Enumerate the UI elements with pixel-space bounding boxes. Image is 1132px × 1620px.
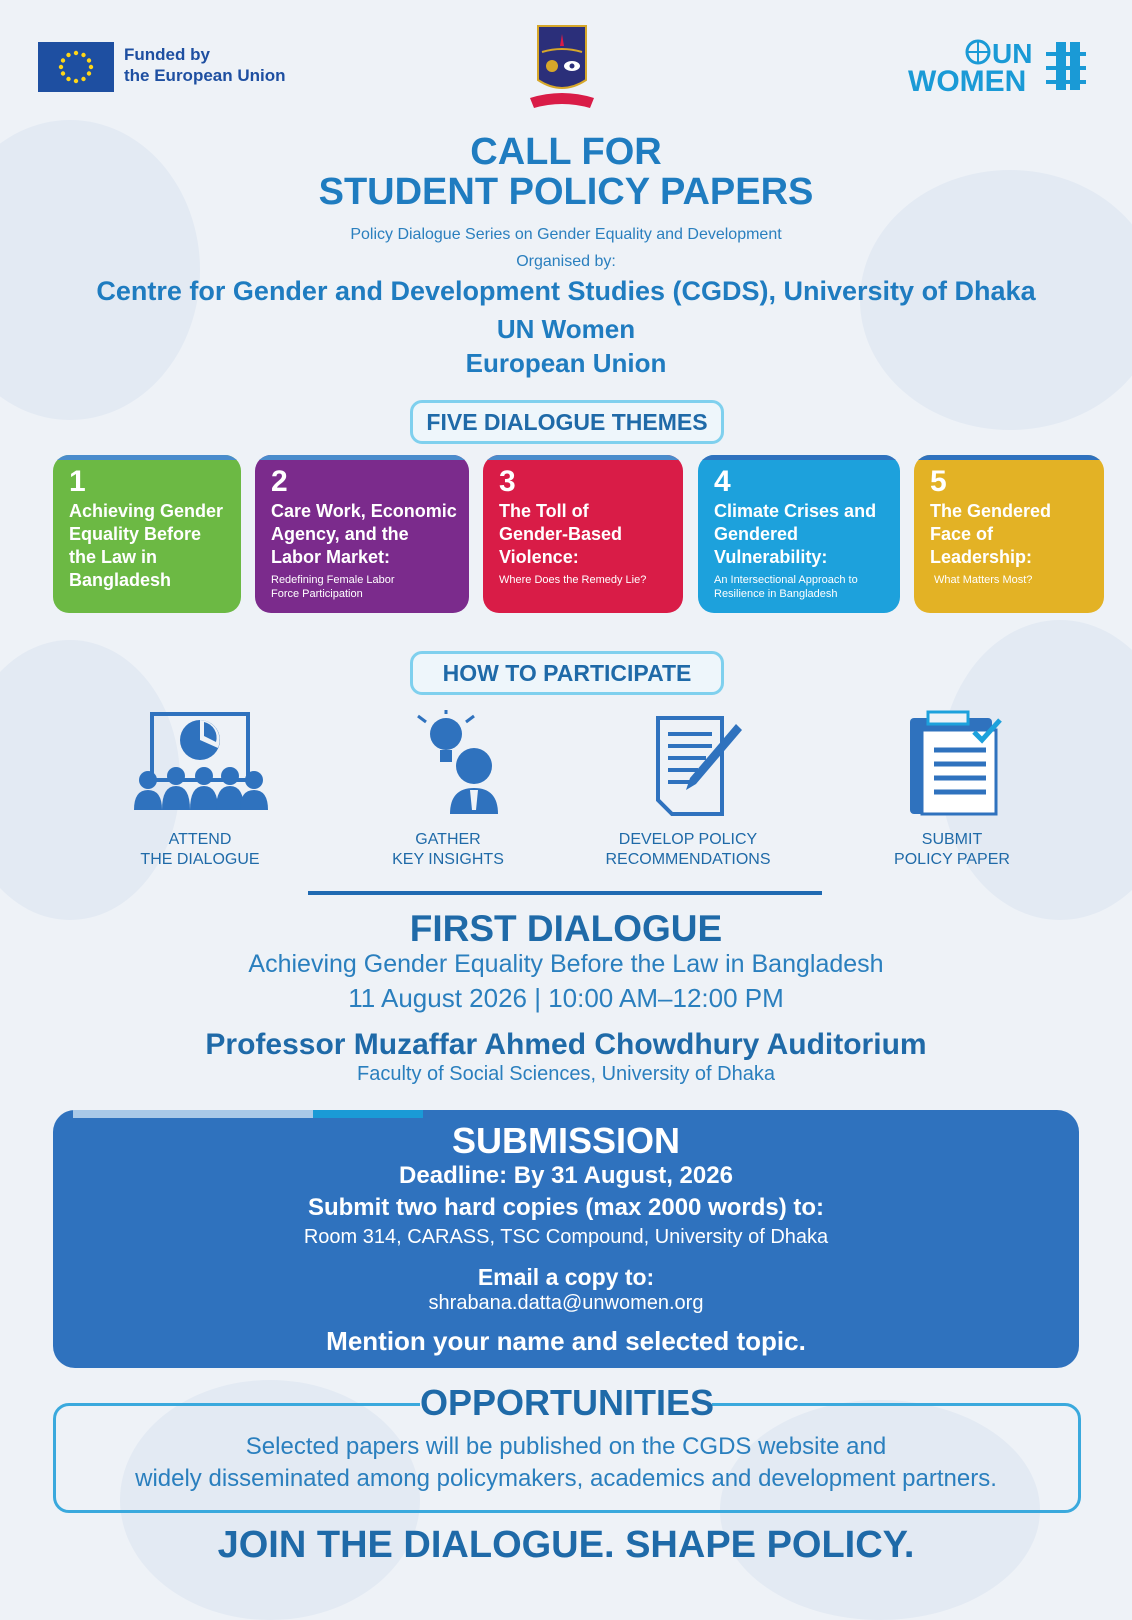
- first-dialogue-topic: Achieving Gender Equality Before the Law in Bangladesh: [248, 950, 884, 978]
- clipboard-check-icon: [882, 710, 1022, 816]
- step-develop: [588, 710, 788, 870]
- organiser-un-women: UN Women: [496, 314, 636, 344]
- venue-name: Professor Muzaffar Ahmed Chowdhury Auditorium: [205, 1028, 927, 1061]
- submission-address: Room 314, CARASS, TSC Compound, University of Dhaka: [303, 1226, 829, 1248]
- theme-number: 4: [714, 465, 731, 498]
- participate-heading: HOW TO PARTICIPATE: [410, 651, 724, 695]
- theme-title: Care Work, Economic Agency, and the Labor Market:: [271, 501, 457, 567]
- university-of-dhaka-crest: [528, 22, 596, 118]
- themes-heading: FIVE DIALOGUE THEMES: [410, 400, 724, 444]
- submission-topbar: [73, 1110, 313, 1118]
- eu-funding-line: Funded by: [124, 45, 210, 64]
- theme-subtitle: An Intersectional Approach to Resilience in Bangladesh: [714, 574, 858, 600]
- theme-number: 2: [271, 465, 288, 498]
- submission-mention: Mention your name and selected topic.: [326, 1326, 806, 1356]
- opportunities-text: widely disseminated among policymakers, academics and development partners.: [135, 1465, 997, 1492]
- theme-card-1: [53, 455, 241, 613]
- step-label-line: ATTEND: [168, 831, 232, 848]
- organised-by-label: Organised by:: [516, 253, 616, 270]
- theme-title: The Toll of Gender-Based Violence:: [499, 501, 623, 567]
- theme-subtitle: Redefining Female Labor Force Participation: [271, 574, 395, 600]
- submission-heading: SUBMISSION: [451, 1120, 681, 1161]
- eu-funding-line: the European Union: [124, 66, 286, 85]
- audience-presentation-icon: [130, 710, 270, 816]
- tagline: JOIN THE DIALOGUE. SHAPE POLICY.: [217, 1524, 915, 1566]
- submission-copies: Submit two hard copies (max 2000 words) to:: [307, 1194, 825, 1221]
- step-gather: [348, 710, 548, 870]
- submission-topbar: [313, 1110, 423, 1118]
- step-label: [100, 830, 300, 870]
- theme-number: 1: [69, 465, 86, 498]
- page-title-line1: CALL FOR: [470, 131, 662, 173]
- page-title-line2: STUDENT POLICY PAPERS: [318, 171, 814, 213]
- document-pen-icon: [618, 710, 758, 816]
- un-women-logo-text: WOMEN: [908, 65, 1027, 94]
- eu-funding-text: [124, 44, 286, 86]
- theme-title: Achieving Gender Equality Before the Law in Bangladesh: [69, 501, 224, 590]
- section-divider: [308, 891, 822, 895]
- submission-email[interactable]: shrabana.datta@unwomen.org: [428, 1292, 704, 1314]
- opportunities-text: Selected papers will be published on the CGDS website and: [245, 1433, 887, 1460]
- first-dialogue-datetime: 11 August 2026 | 10:00 AM–12:00 PM: [348, 983, 784, 1013]
- submission-email-label: Email a copy to:: [477, 1264, 655, 1290]
- card-stripe: [698, 455, 900, 460]
- un-women-logo-text: UN: [992, 38, 1033, 69]
- card-stripe: [255, 455, 469, 460]
- card-stripe: [483, 455, 683, 460]
- theme-title: The Gendered Face of Leadership:: [930, 501, 1052, 567]
- first-dialogue-heading: FIRST DIALOGUE: [409, 908, 723, 949]
- organiser-cgds: Centre for Gender and Development Studies (CGDS), University of Dhaka: [96, 276, 1036, 306]
- step-attend: [100, 710, 300, 870]
- theme-card-5: [914, 455, 1104, 613]
- step-label: [348, 830, 548, 870]
- step-label-line: THE DIALOGUE: [140, 851, 260, 868]
- lightbulb-person-icon: [378, 710, 518, 816]
- opportunities-heading: OPPORTUNITIES: [420, 1382, 715, 1423]
- theme-title: Climate Crises and Gendered Vulnerability:: [714, 501, 877, 567]
- theme-card-4: [698, 455, 900, 613]
- step-label-line: SUBMIT: [921, 831, 983, 848]
- organiser-european-union: European Union: [465, 348, 667, 378]
- step-label-line: RECOMMENDATIONS: [605, 851, 771, 868]
- step-label-line: DEVELOP POLICY: [618, 831, 758, 848]
- step-label-line: KEY INSIGHTS: [392, 851, 504, 868]
- series-subtitle: Policy Dialogue Series on Gender Equality and Development: [350, 226, 782, 243]
- theme-number: 5: [930, 465, 947, 498]
- theme-subtitle: Where Does the Remedy Lie?: [499, 574, 647, 586]
- theme-subtitle: What Matters Most?: [934, 574, 1033, 586]
- step-label: [852, 830, 1052, 870]
- theme-number: 3: [499, 465, 516, 498]
- eu-flag-logo: [38, 42, 114, 92]
- step-label: [588, 830, 788, 870]
- step-label-line: GATHER: [415, 831, 481, 848]
- card-stripe: [914, 455, 1104, 460]
- step-submit: [852, 710, 1052, 870]
- theme-card-3: [483, 455, 683, 613]
- step-label-line: POLICY PAPER: [894, 851, 1010, 868]
- un-women-logo: [906, 38, 1092, 94]
- card-stripe: [53, 455, 241, 460]
- submission-deadline: Deadline: By 31 August, 2026: [399, 1162, 733, 1189]
- theme-card-2: [255, 455, 469, 613]
- venue-faculty: Faculty of Social Sciences, University of Dhaka: [357, 1063, 775, 1085]
